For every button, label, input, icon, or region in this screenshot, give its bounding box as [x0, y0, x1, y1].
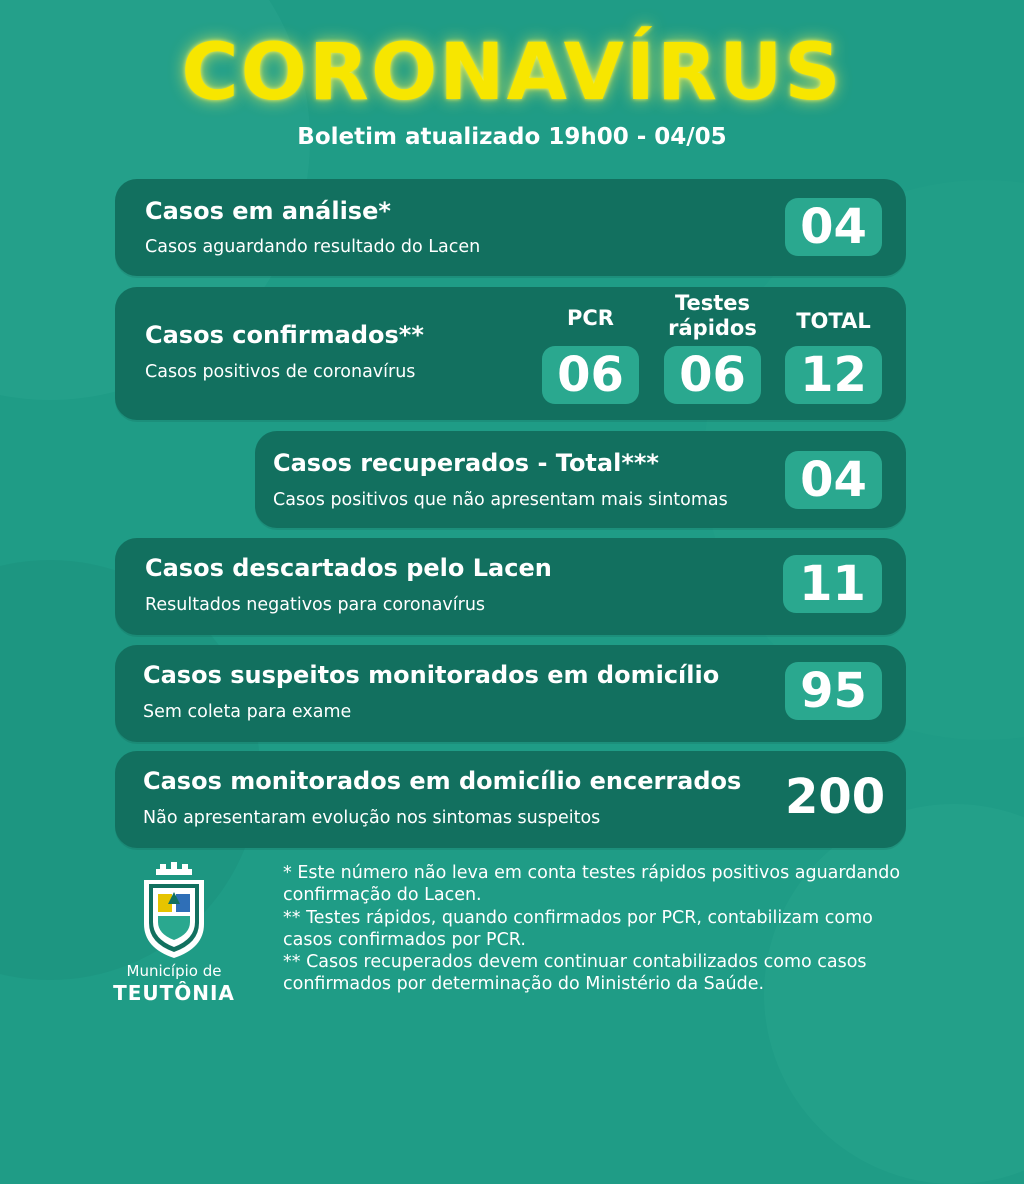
- card-suspected-home-monitored: [115, 645, 906, 742]
- card-discarded-cases: [115, 538, 906, 635]
- card-home-monitoring-closed: [115, 751, 906, 848]
- value-box: 11: [783, 555, 882, 613]
- page-title: CORONAVÍRUS: [181, 28, 843, 118]
- card-title: Casos monitorados em domicílio encerrados: [143, 767, 742, 795]
- pcr-value-box: 06: [542, 346, 639, 404]
- card-cases-under-analysis: [115, 179, 906, 276]
- total-value-box: 12: [785, 346, 882, 404]
- rapid-tests-column-label-line2: rápidos: [668, 316, 757, 340]
- municipal-coat-of-arms-icon: [138, 862, 210, 960]
- footnote: * Este número não leva em conta testes rápidos positivos aguardando confirmação do Lacen.: [283, 863, 901, 906]
- rapid-tests-value-box: 06: [664, 346, 761, 404]
- pcr-column-label: PCR: [567, 306, 614, 330]
- card-description: Casos positivos que não apresentam mais sintomas: [273, 490, 728, 510]
- logo-text-line1: Município de: [126, 962, 222, 980]
- card-title: Casos em análise*: [145, 197, 391, 225]
- card-recovered-cases: [255, 431, 906, 528]
- footnotes: [283, 862, 923, 996]
- card-title: Casos descartados pelo Lacen: [145, 554, 552, 582]
- footnote: ** Testes rápidos, quando confirmados por PCR, contabilizam como casos confirmados por PCR.: [283, 907, 873, 950]
- card-title: Casos recuperados - Total***: [273, 449, 659, 477]
- card-confirmed-cases: [115, 287, 906, 420]
- footnote: ** Casos recuperados devem continuar contabilizados como casos confirmados por determinação do Ministério da Saúde.: [283, 952, 867, 995]
- card-title: Casos suspeitos monitorados em domicílio: [143, 661, 720, 689]
- card-description: Resultados negativos para coronavírus: [145, 595, 486, 615]
- municipality-logo: [112, 862, 236, 1012]
- bulletin-subtitle: Boletim atualizado 19h00 - 04/05: [297, 124, 727, 150]
- card-description: Sem coleta para exame: [143, 702, 352, 722]
- logo-text-line2: TEUTÔNIA: [113, 981, 235, 1005]
- value-box: 200: [785, 769, 886, 825]
- card-title: Casos confirmados**: [145, 321, 424, 349]
- value-box: 04: [785, 198, 882, 256]
- card-description: Casos positivos de coronavírus: [145, 362, 416, 382]
- value-box: 04: [785, 451, 882, 509]
- value-box: 95: [785, 662, 882, 720]
- card-description: Não apresentaram evolução nos sintomas suspeitos: [143, 808, 601, 828]
- rapid-tests-column-label-line1: Testes: [674, 291, 751, 315]
- total-column-label: TOTAL: [796, 309, 871, 333]
- card-description: Casos aguardando resultado do Lacen: [145, 237, 481, 257]
